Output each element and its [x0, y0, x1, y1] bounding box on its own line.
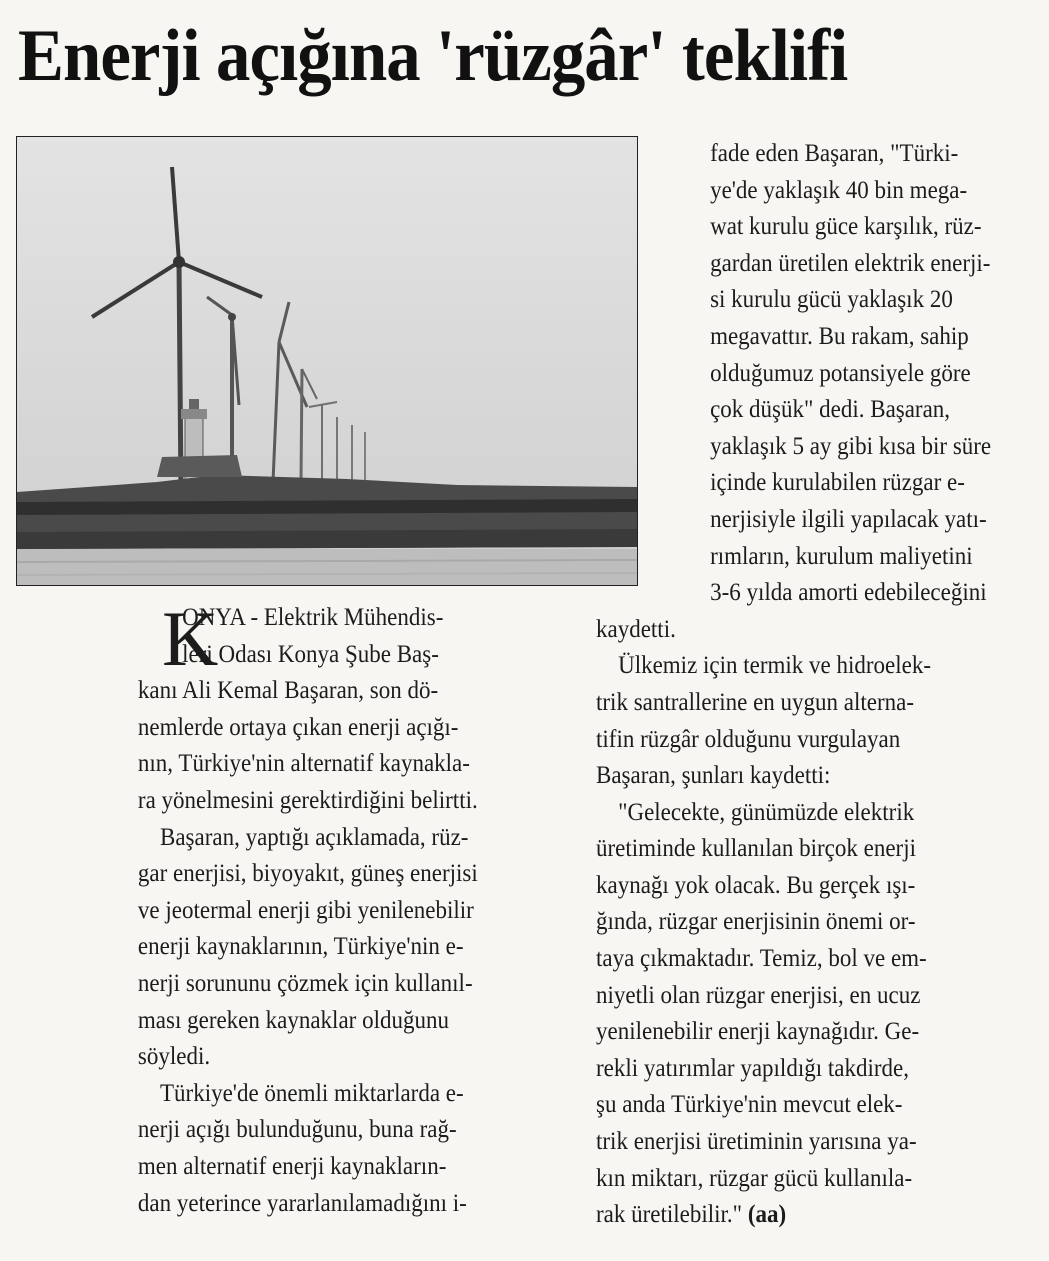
text-line: [653, 575, 991, 612]
text-line: [653, 465, 991, 502]
text-line: [138, 746, 478, 783]
text-line: [653, 173, 991, 210]
text-line-content: Başaran, yaptığı açıklamada, rüz-: [160, 823, 469, 851]
text-line-content: rekli yatırımlar yapıldığı takdirde,: [596, 1054, 909, 1082]
text-line-content: nerjisiyle ilgili yapılacak yatı-: [710, 505, 987, 533]
article-headline: Enerji açığına 'rüzgâr' teklifi: [18, 15, 848, 97]
text-line-content: leri Odası Konya Şube Baş-: [182, 640, 439, 668]
text-line: [596, 1124, 991, 1161]
text-line-content: nerji açığı bulunduğunu, buna rağ-: [137, 1116, 457, 1144]
text-line-content: Türkiye'de önemli miktarlarda e-: [160, 1079, 464, 1107]
text-line-content: üretiminde kullanılan birçok enerji: [596, 835, 916, 863]
text-line-content: yenilenebilir enerji kaynağıdır. Ge-: [596, 1018, 920, 1046]
text-line: [138, 1112, 478, 1149]
text-line-content: si kurulu gücü yaklaşık 20: [710, 286, 953, 314]
text-line-content: fade eden Başaran, "Türki-: [710, 140, 959, 167]
text-line: [138, 1039, 478, 1076]
text-line: [160, 600, 478, 637]
agency-signature: (aa): [742, 1201, 787, 1229]
text-line: [653, 392, 991, 429]
text-line-content: taya çıkmaktadır. Temiz, bol ve em-: [596, 945, 927, 973]
text-line: [596, 868, 991, 905]
text-line: [653, 356, 991, 393]
text-line: [596, 722, 991, 759]
text-line-content: trik santrallerine en uygun alterna-: [596, 688, 915, 716]
text-line-content: kaydetti.: [596, 615, 676, 643]
text-line: [138, 893, 478, 930]
text-line-content: 3-6 yılda amorti edebileceğini: [710, 579, 987, 607]
text-line-content: tifin rüzgâr olduğunu vurgulayan: [596, 725, 901, 753]
text-line-content: enerji kaynaklarının, Türkiye'nin e-: [137, 933, 464, 961]
text-line-content: rımların, kurulum maliyetini: [710, 542, 973, 570]
text-line-content: ve jeotermal enerji gibi yenilenebilir: [137, 896, 474, 924]
text-line-content: ğında, rüzgar enerjisinin önemi or-: [596, 908, 916, 936]
text-line-content: söyledi.: [137, 1043, 211, 1071]
text-line-content: kın miktarı, rüzgar gücü kullanıla-: [596, 1164, 913, 1192]
text-line-content: kanı Ali Kemal Başaran, son dö-: [137, 677, 439, 705]
text-line: [596, 831, 991, 868]
text-line: [653, 136, 991, 173]
text-line: [596, 1087, 991, 1124]
text-line: [596, 904, 991, 941]
article-left-column: [137, 595, 478, 1222]
text-line: [138, 1003, 478, 1040]
text-line: [138, 856, 478, 893]
text-line: [653, 429, 991, 466]
text-line-content: içinde kurulabilen rüzgar e-: [710, 469, 965, 497]
text-line: [596, 758, 991, 795]
text-line: [596, 612, 991, 649]
text-line-content: ONYA - Elektrik Mühendis-: [182, 604, 444, 631]
text-line: [653, 502, 991, 539]
article-right-column: [596, 136, 991, 1234]
text-line: [160, 637, 478, 674]
text-line: [596, 1161, 991, 1198]
text-line-content: rak üretilebilir.": [596, 1201, 743, 1229]
text-line: [596, 685, 991, 722]
text-line-content: çok düşük" dedi. Başaran,: [710, 396, 951, 424]
text-line-content: gar enerjisi, biyoyakıt, güneş enerjisi: [137, 860, 478, 888]
text-line: [138, 1186, 478, 1223]
text-line: [138, 783, 478, 820]
text-line: [596, 1197, 991, 1234]
text-line-content: "Gelecekte, günümüzde elektrik: [618, 798, 915, 826]
text-line-content: yaklaşık 5 ay gibi kısa bir süre: [710, 432, 992, 460]
text-line: [596, 795, 991, 832]
text-line-content: Ülkemiz için termik ve hidroelek-: [618, 652, 932, 680]
text-line-content: nerji sorununu çözmek için kullanıl-: [137, 969, 473, 997]
text-line-content: nemlerde ortaya çıkan enerji açığı-: [137, 713, 459, 741]
text-line-content: ye'de yaklaşık 40 bin mega-: [710, 176, 968, 204]
text-line-content: şu anda Türkiye'nin mevcut elek-: [596, 1091, 903, 1119]
text-line-content: Başaran, şunları kaydetti:: [596, 762, 831, 790]
text-line-content: trik enerjisi üretiminin yarısına ya-: [596, 1128, 917, 1156]
text-line-content: niyetli olan rüzgar enerjisi, en ucuz: [596, 981, 921, 1009]
text-line: [596, 648, 991, 685]
text-line-content: ması gereken kaynaklar olduğunu: [137, 1006, 449, 1034]
text-line: [138, 710, 478, 747]
text-line: [596, 1014, 991, 1051]
text-line-content: wat kurulu güce karşılık, rüz-: [710, 213, 982, 241]
text-line: [596, 941, 991, 978]
text-line: [653, 319, 991, 356]
text-line: [653, 282, 991, 319]
text-line: [653, 246, 991, 283]
text-line: [138, 673, 478, 710]
text-line: [653, 209, 991, 246]
text-line: [138, 1149, 478, 1186]
text-line: [138, 820, 478, 857]
text-line: [138, 929, 478, 966]
text-line-content: nın, Türkiye'nin alternatif kaynakla-: [137, 750, 470, 778]
text-line-content: olduğumuz potansiyele göre: [710, 359, 971, 387]
text-line: [653, 539, 991, 576]
text-line: [596, 1051, 991, 1088]
text-line: [138, 966, 478, 1003]
text-line-content: gardan üretilen elektrik enerji-: [710, 249, 991, 277]
text-line: [596, 978, 991, 1015]
text-line-content: dan yeterince yararlanılamadığını i-: [137, 1189, 467, 1217]
text-line-content: men alternatif enerji kaynakların-: [137, 1152, 447, 1180]
text-line-content: kaynağı yok olacak. Bu gerçek ışı-: [596, 871, 916, 899]
text-line-content: ra yönelmesini gerektirdiğini belirtti.: [137, 786, 478, 814]
text-line-content: megavattır. Bu rakam, sahip: [710, 322, 969, 350]
drop-cap: K: [162, 595, 219, 682]
text-line: [138, 1076, 478, 1113]
wind-turbines-photo: [16, 136, 638, 586]
